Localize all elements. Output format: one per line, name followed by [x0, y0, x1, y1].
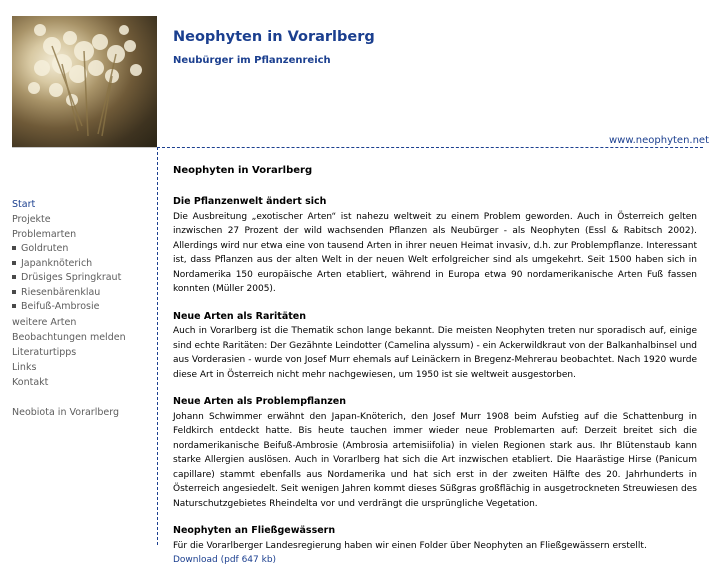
content-left-border: [157, 147, 158, 545]
nav-links[interactable]: Links: [12, 361, 37, 373]
section-heading: Neue Arten als Problempflanzen: [173, 396, 346, 407]
nav-sub-label: Drüsiges Springkraut: [21, 272, 122, 283]
nav-spacer: [12, 390, 152, 405]
section-text: Johann Schwimmer erwähnt den Japan-Knöterich, den Josef Murr 1908 beim Aufstieg auf die Schattenburg in Feldkirch entdeckt hatte. Bis heute tauchen immer wieder neue Problemarten auf: Derzeit breitet sich die nordamerikanische Beifuß-Ambrosie (Ambrosia artemisiifolia) in vielen Regionen stark aus. Ihr Blütenstaub kann starke Allergien auslösen. Auch in Vorarlberg hat sich die Art inzwischen etabliert. Die Haarästige Hirse (Panicum capillare) stammt ebenfalls aus Nordamerika und hat sich erst in der zweiten Hälfte des 20. Jahrhunderts in Österreich angesiedelt. Seit wenigen Jahren kommt dieses Süßgras großflächig in ausgetrockneten Streuwiesen des Naturschutzgebietes Rheindelta vor und verdrängt die ursprüngliche Vegetation.: [173, 411, 697, 509]
bullet-icon: [12, 275, 16, 279]
nav-sub-ambrosie[interactable]: [12, 300, 152, 315]
nav-sub-label: Japanknöterich: [21, 257, 93, 269]
bullet-icon: [12, 246, 16, 250]
nav-sub-springkraut[interactable]: [12, 271, 152, 286]
bullet-icon: [12, 290, 16, 294]
nav-sub-label: Riesenbärenklau: [21, 286, 101, 298]
nav-weitere-arten[interactable]: weitere Arten: [12, 316, 77, 328]
site-subtitle: Neubürger im Pflanzenreich: [173, 55, 331, 66]
nav-beobachtungen[interactable]: Beobachtungen melden: [12, 331, 126, 343]
nav-start[interactable]: Start: [12, 199, 36, 210]
download-link[interactable]: Download (pdf 647 kb): [173, 555, 277, 565]
section-heading: Neue Arten als Raritäten: [173, 310, 306, 322]
bullet-icon: [12, 261, 16, 265]
nav-projekte[interactable]: Projekte: [12, 214, 51, 225]
nav-problemarten[interactable]: Problemarten: [12, 229, 77, 240]
page-title: Neophyten in Vorarlberg: [173, 165, 313, 176]
sidebar-nav: [12, 197, 152, 420]
section-heading: Die Pflanzenwelt ändert sich: [173, 196, 327, 207]
content-top-border: [157, 147, 703, 148]
nav-sub-riesenbaerenklau[interactable]: [12, 286, 152, 301]
nav-kontakt[interactable]: Kontakt: [12, 376, 49, 388]
nav-sub-label: Goldruten: [21, 243, 69, 254]
section-text: Für die Vorarlberger Landesregierung haben wir einen Folder über Neophyten an Fließgewässern erstellt.: [173, 540, 647, 551]
section-heading: Neophyten an Fließgewässern: [173, 525, 336, 536]
nav-sub-goldruten[interactable]: [12, 242, 152, 257]
nav-literaturtipps[interactable]: Literaturtipps: [12, 346, 77, 358]
main-content: [173, 164, 697, 568]
site-title: Neophyten in Vorarlberg: [173, 29, 375, 45]
section-text: Die Ausbreitung „exotischer Arten“ ist nahezu weltweit zu einem Problem geworden. Auch in Österreich gelten inzwischen 27 Prozent der wild wachsenden Pflanzen als Neubürger - als Neophyten (Essl & Rabitsch 2002). Allerdings wird nur etwa eine von tausend Arten in ihrer neuen Heimat invasiv, d.h. zur Problempflanze. Interessant ist, dass Pflanzen aus der alten Welt in der neuen Welt erfolgreicher sind als umgekehrt. Seit 1500 haben sich in Nordamerika 150 europäische Arten etabliert, während in Europa etwa 90 nordamerikanische Arten Fuß fassen konnten (Müller 2005).: [173, 211, 697, 294]
section-text: Auch in Vorarlberg ist die Thematik schon lange bekannt. Die meisten Neophyten treten nur sporadisch auf, einige sind echte Raritäten: Der Gezähnte Leindotter (Camelina alyssum) - ein Ackerwildkraut von der Balkanhalbinsel und aus Vorderasien - wurde von Josef Murr ehemals auf Leinäckern in Bregenz-Mehrerau beobachtet. Nach 1920 wurde diese Art in Österreich nicht mehr nachgewiesen, um 1950 ist sie weltweit ausgestorben.: [173, 326, 697, 380]
nav-sub-japankoeterich[interactable]: [12, 257, 152, 272]
site-url-link[interactable]: www.neophyten.net: [609, 135, 710, 146]
nav-sub-label: Beifuß-Ambrosie: [21, 301, 100, 312]
bullet-icon: [12, 304, 16, 308]
sidebar-divider: [12, 147, 157, 148]
plant-photo: [12, 16, 157, 147]
nav-neobiota[interactable]: Neobiota in Vorarlberg: [12, 406, 119, 418]
